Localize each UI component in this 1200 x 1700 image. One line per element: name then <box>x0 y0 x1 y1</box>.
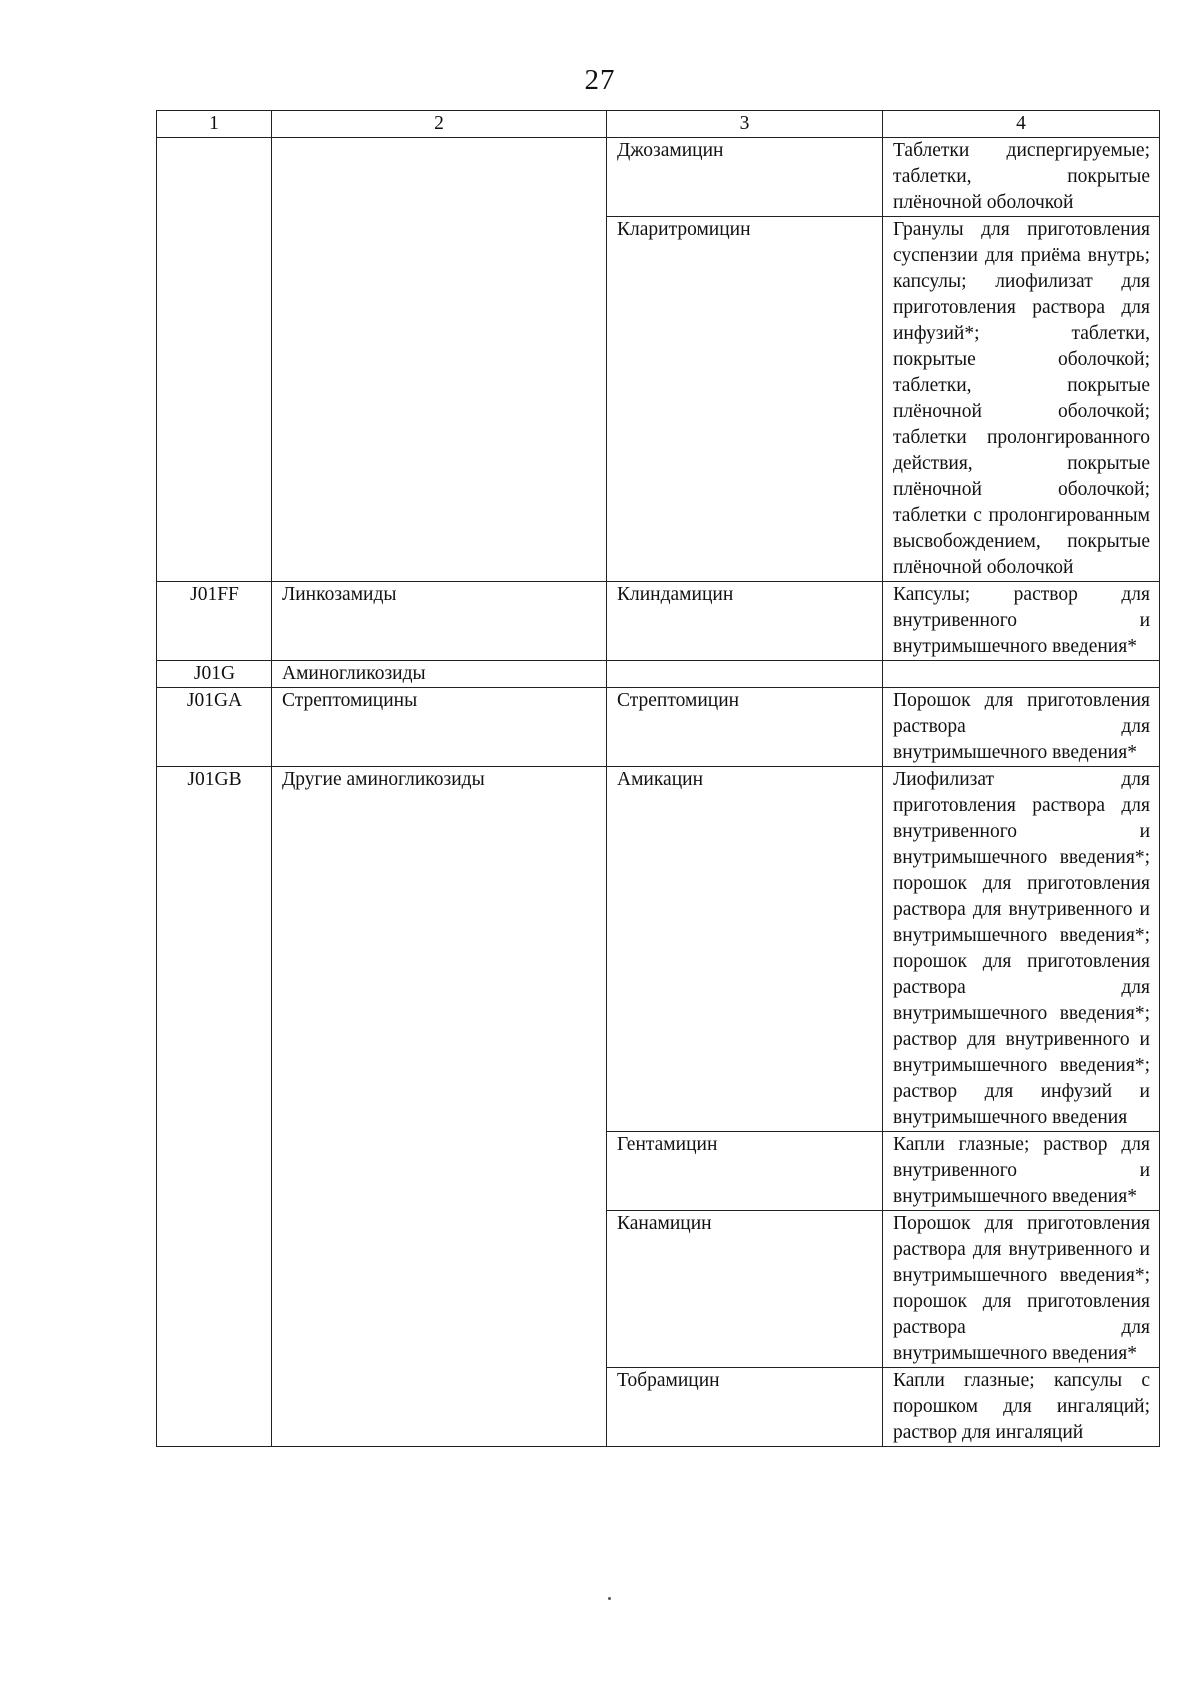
drug-name-cell: Амикацин <box>607 767 883 1132</box>
atc-code-cell: J01GA <box>157 688 272 767</box>
atc-code-cell: J01GB <box>157 767 272 1447</box>
drug-name-cell: Тобрамицин <box>607 1368 883 1447</box>
group-name-cell <box>272 138 607 582</box>
dosage-form-cell: Лиофилизат для приготовления раствора для внутривенного и внутримышечного введения*; порошок для приготовления раствора для внутривенного и внутримышечного введения*; порошок для приготовления раствора для внутримышечного введения*; раствор для внутривенного и внутримышечного введения*; раствор для инфузий и внутримышечного введения <box>883 767 1160 1132</box>
dosage-form-cell: Капли глазные; капсулы с порошком для ингаляций; раствор для ингаляций <box>883 1368 1160 1447</box>
atc-code-cell: J01G <box>157 661 272 688</box>
atc-code-cell: J01FF <box>157 582 272 661</box>
page-number: 27 <box>584 64 616 96</box>
table-row <box>157 767 1160 1132</box>
dosage-form-cell: Капли глазные; раствор для внутривенного и внутримышечного введения* <box>883 1132 1160 1211</box>
drug-name-cell: Гентамицин <box>607 1132 883 1211</box>
header-cell-4: 4 <box>883 111 1160 138</box>
group-name-cell: Другие аминогликозиды <box>272 767 607 1447</box>
table-row <box>157 661 1160 688</box>
drug-table <box>156 110 1160 1447</box>
table-row <box>157 138 1160 217</box>
group-name-cell: Линкозамиды <box>272 582 607 661</box>
table-row <box>157 688 1160 767</box>
page-speck <box>608 1597 611 1600</box>
header-cell-1: 1 <box>157 111 272 138</box>
table-row <box>157 582 1160 661</box>
dosage-form-cell: Порошок для приготовления раствора для внутривенного и внутримышечного введения*; порошок для приготовления раствора для внутримышечного введения* <box>883 1211 1160 1368</box>
drug-name-cell: Канамицин <box>607 1211 883 1368</box>
drug-name-cell: Кларитромицин <box>607 217 883 582</box>
header-row <box>157 111 1160 138</box>
drug-name-cell: Клиндамицин <box>607 582 883 661</box>
drug-name-cell <box>607 661 883 688</box>
dosage-form-cell: Капсулы; раствор для внутривенного и внутримышечного введения* <box>883 582 1160 661</box>
dosage-form-cell: Порошок для приготовления раствора для внутримышечного введения* <box>883 688 1160 767</box>
group-name-cell: Аминогликозиды <box>272 661 607 688</box>
drug-name-cell: Стрептомицин <box>607 688 883 767</box>
header-cell-2: 2 <box>272 111 607 138</box>
drug-name-cell: Джозамицин <box>607 138 883 217</box>
dosage-form-cell: Таблетки диспергируемые; таблетки, покрытые плёночной оболочкой <box>883 138 1160 217</box>
dosage-form-cell <box>883 661 1160 688</box>
header-cell-3: 3 <box>607 111 883 138</box>
dosage-form-cell: Гранулы для приготовления суспензии для приёма внутрь; капсулы; лиофилизат для приготовления раствора для инфузий*; таблетки, покрытые оболочкой; таблетки, покрытые плёночной оболочкой; таблетки пролонгированного действия, покрытые плёночной оболочкой; таблетки с пролонгированным высвобождением, покрытые плёночной оболочкой <box>883 217 1160 582</box>
atc-code-cell <box>157 138 272 582</box>
group-name-cell: Стрептомицины <box>272 688 607 767</box>
